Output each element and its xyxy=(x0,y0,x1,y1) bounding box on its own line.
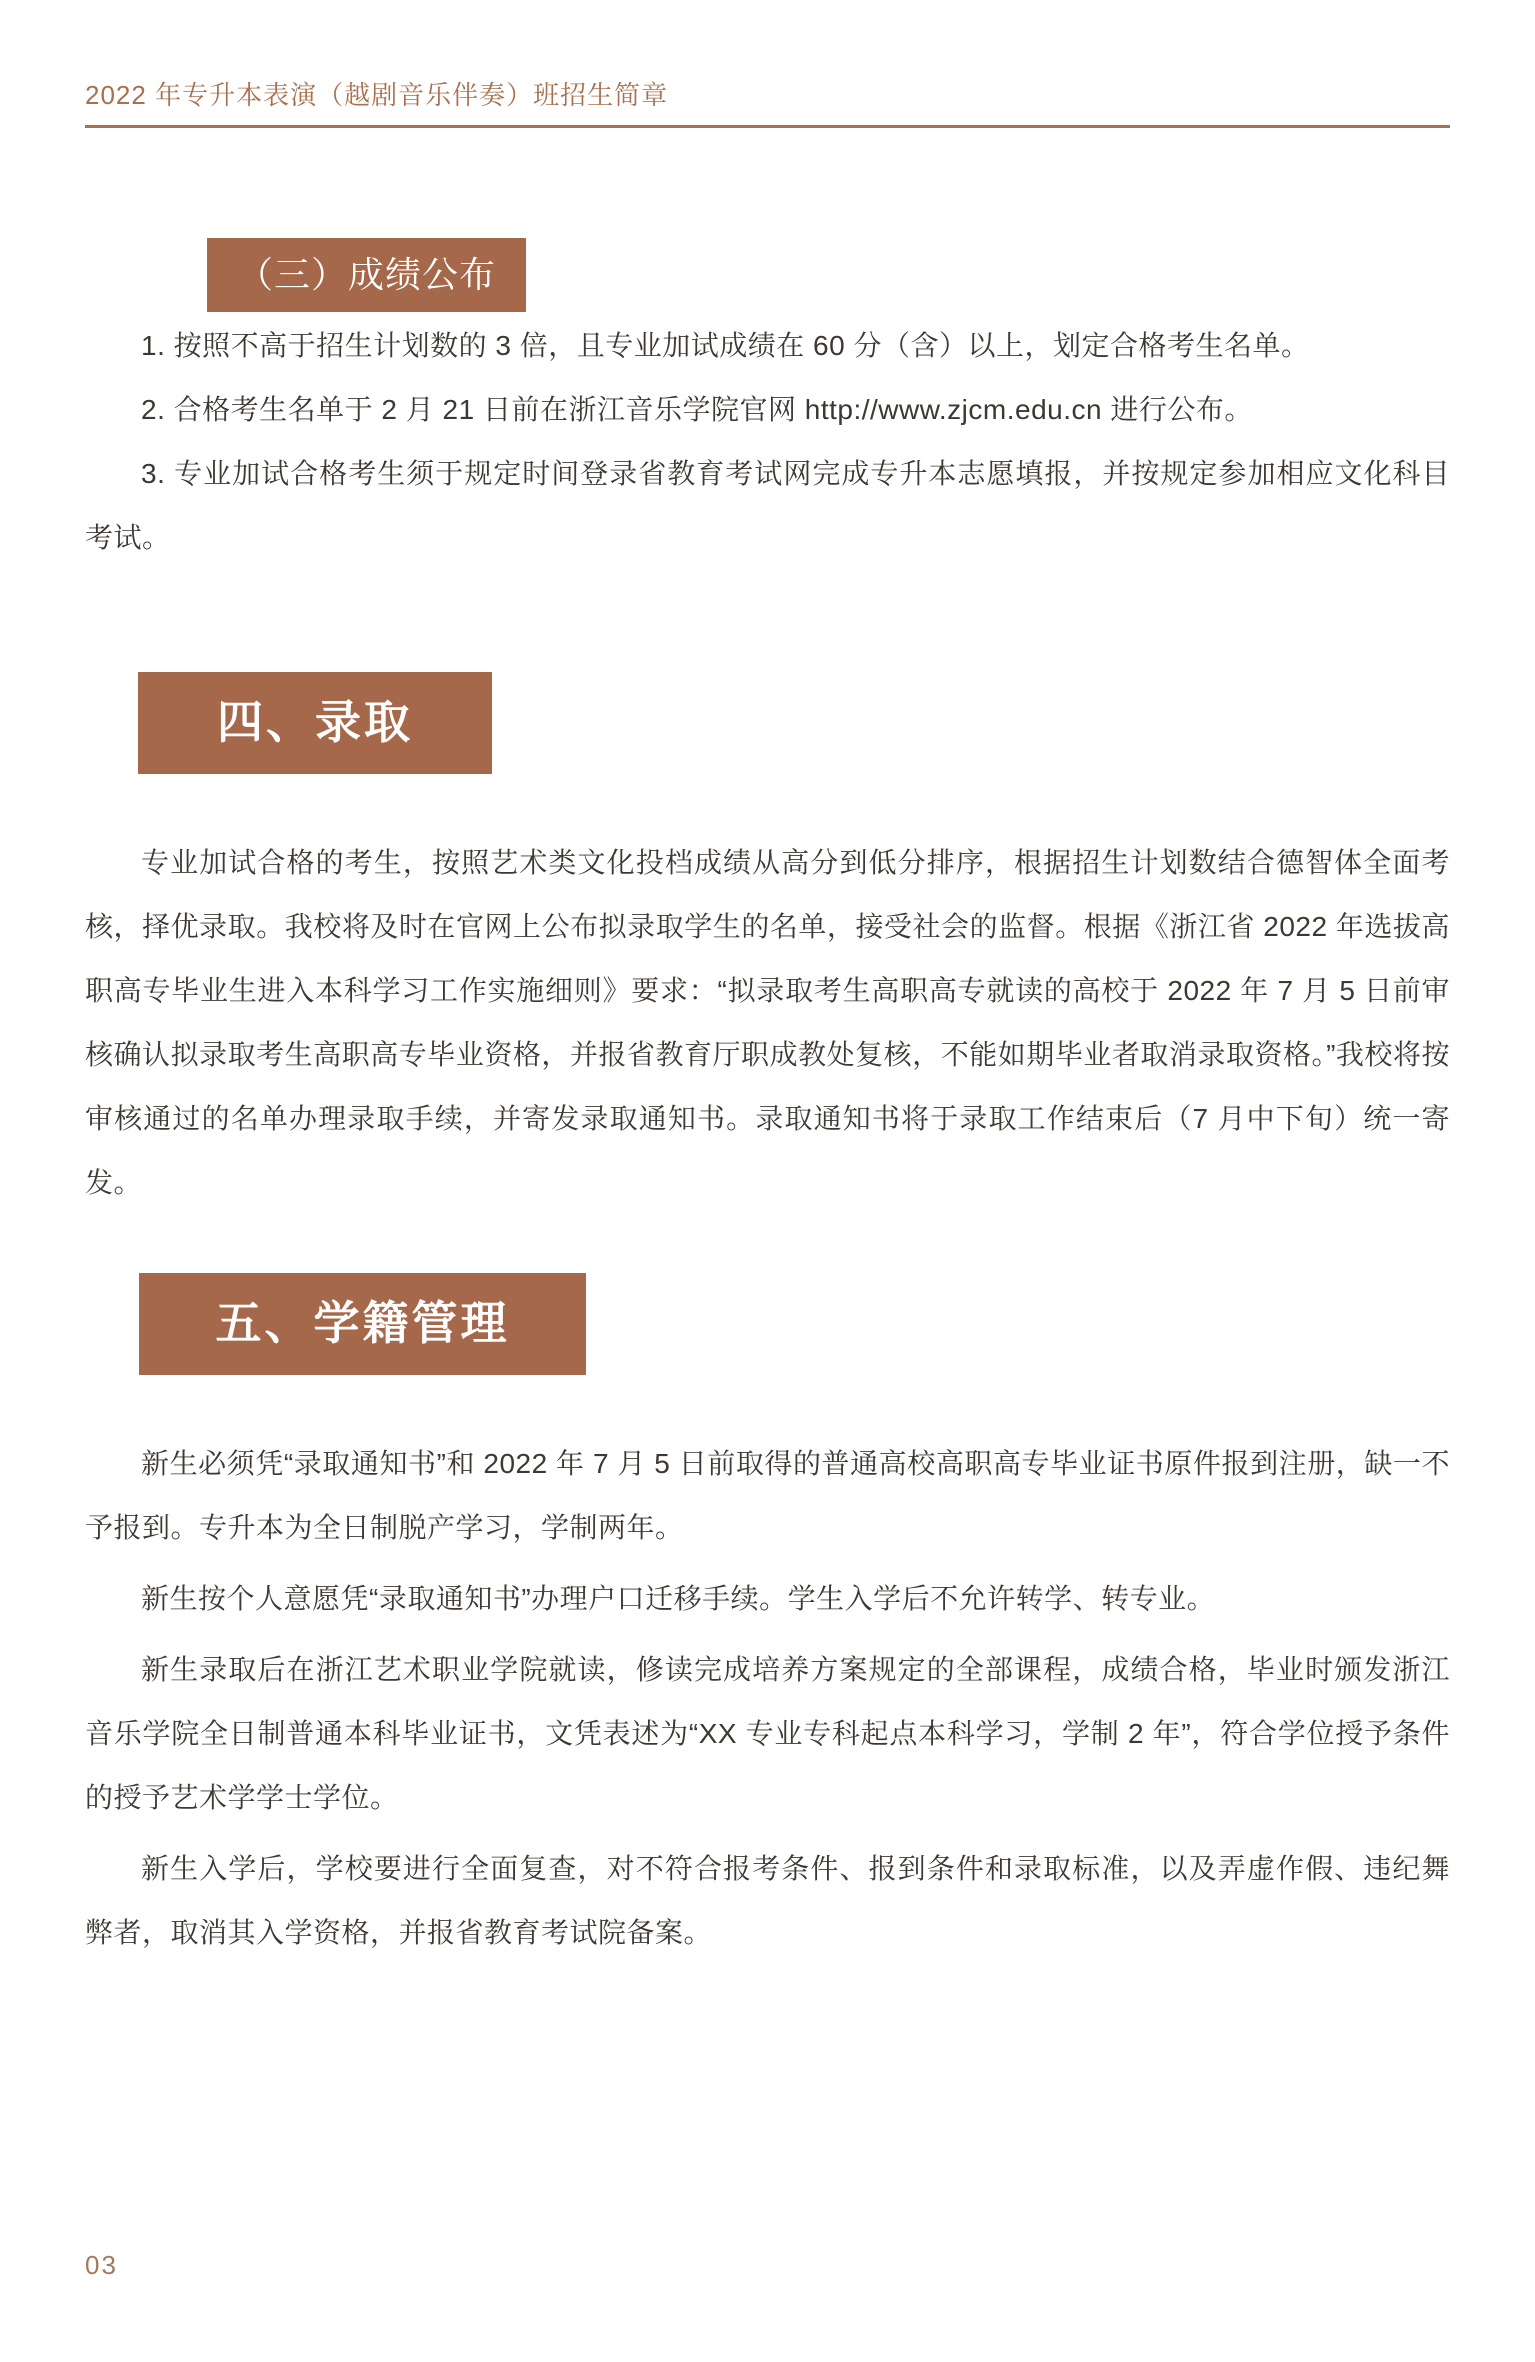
score-paragraph-2: 2. 合格考生名单于 2 月 21 日前在浙江音乐学院官网 http://www.zjcm.edu.cn 进行公布。 xyxy=(141,394,1253,425)
enrollment-paragraph-2: 新生按个人意愿凭“录取通知书”办理户口迁移手续。学生入学后不允许转学、转专业。 xyxy=(141,1583,1216,1614)
enrollment-paragraph-4: 新生入学后，学校要进行全面复查，对不符合报考条件、报到条件和录取标准，以及弄虚作假、违纪舞弊者，取消其入学资格，并报省教育考试院备案。 xyxy=(85,1853,1450,1948)
page-number: 03 xyxy=(85,2250,118,2280)
header-divider xyxy=(85,125,1450,128)
section-heading-score-announcement: （三）成绩公布 xyxy=(207,238,526,312)
page-header xyxy=(85,78,1450,128)
score-paragraph-1: 1. 按照不高于招生计划数的 3 倍，且专业加试成绩在 60 分（含）以上，划定合格考生名单。 xyxy=(141,330,1310,361)
main-content xyxy=(85,238,1450,1965)
section-heading-admission: 四、录取 xyxy=(138,672,492,774)
score-paragraph-3: 3. 专业加试合格考生须于规定时间登录省教育考试网完成专升本志愿填报，并按规定参加相应文化科目考试。 xyxy=(85,458,1450,553)
enrollment-paragraph-1: 新生必须凭“录取通知书”和 2022 年 7 月 5 日前取得的普通高校高职高专毕业证书原件报到注册，缺一不予报到。专升本为全日制脱产学习，学制两年。 xyxy=(85,1448,1450,1543)
section-heading-enrollment: 五、学籍管理 xyxy=(139,1273,586,1375)
admission-paragraph-1: 专业加试合格的考生，按照艺术类文化投档成绩从高分到低分排序，根据招生计划数结合德智体全面考核，择优录取。我校将及时在官网上公布拟录取学生的名单，接受社会的监督。根据《浙江省 2022 年选拔高职高专毕业生进入本科学习工作实施细则》要求：“拟录取考生高职高专就读的高校于 2022 年 7 月 5 日前审核确认拟录取考生高职高专毕业资格，并报省教育厅职成教处复核，不能如期毕业者取消录取资格。”我校将按审核通过的名单办理录取手续，并寄发录取通知书。录取通知书将于录取工作结束后（7 月中下旬）统一寄发。 xyxy=(85,847,1450,1198)
enrollment-paragraph-3: 新生录取后在浙江艺术职业学院就读，修读完成培养方案规定的全部课程，成绩合格，毕业时颁发浙江音乐学院全日制普通本科毕业证书，文凭表述为“XX 专业专科起点本科学习，学制 2 年”，符合学位授予条件的授予艺术学学士学位。 xyxy=(85,1654,1450,1813)
document-title: 2022 年专升本表演（越剧音乐伴奏）班招生简章 xyxy=(85,80,669,110)
